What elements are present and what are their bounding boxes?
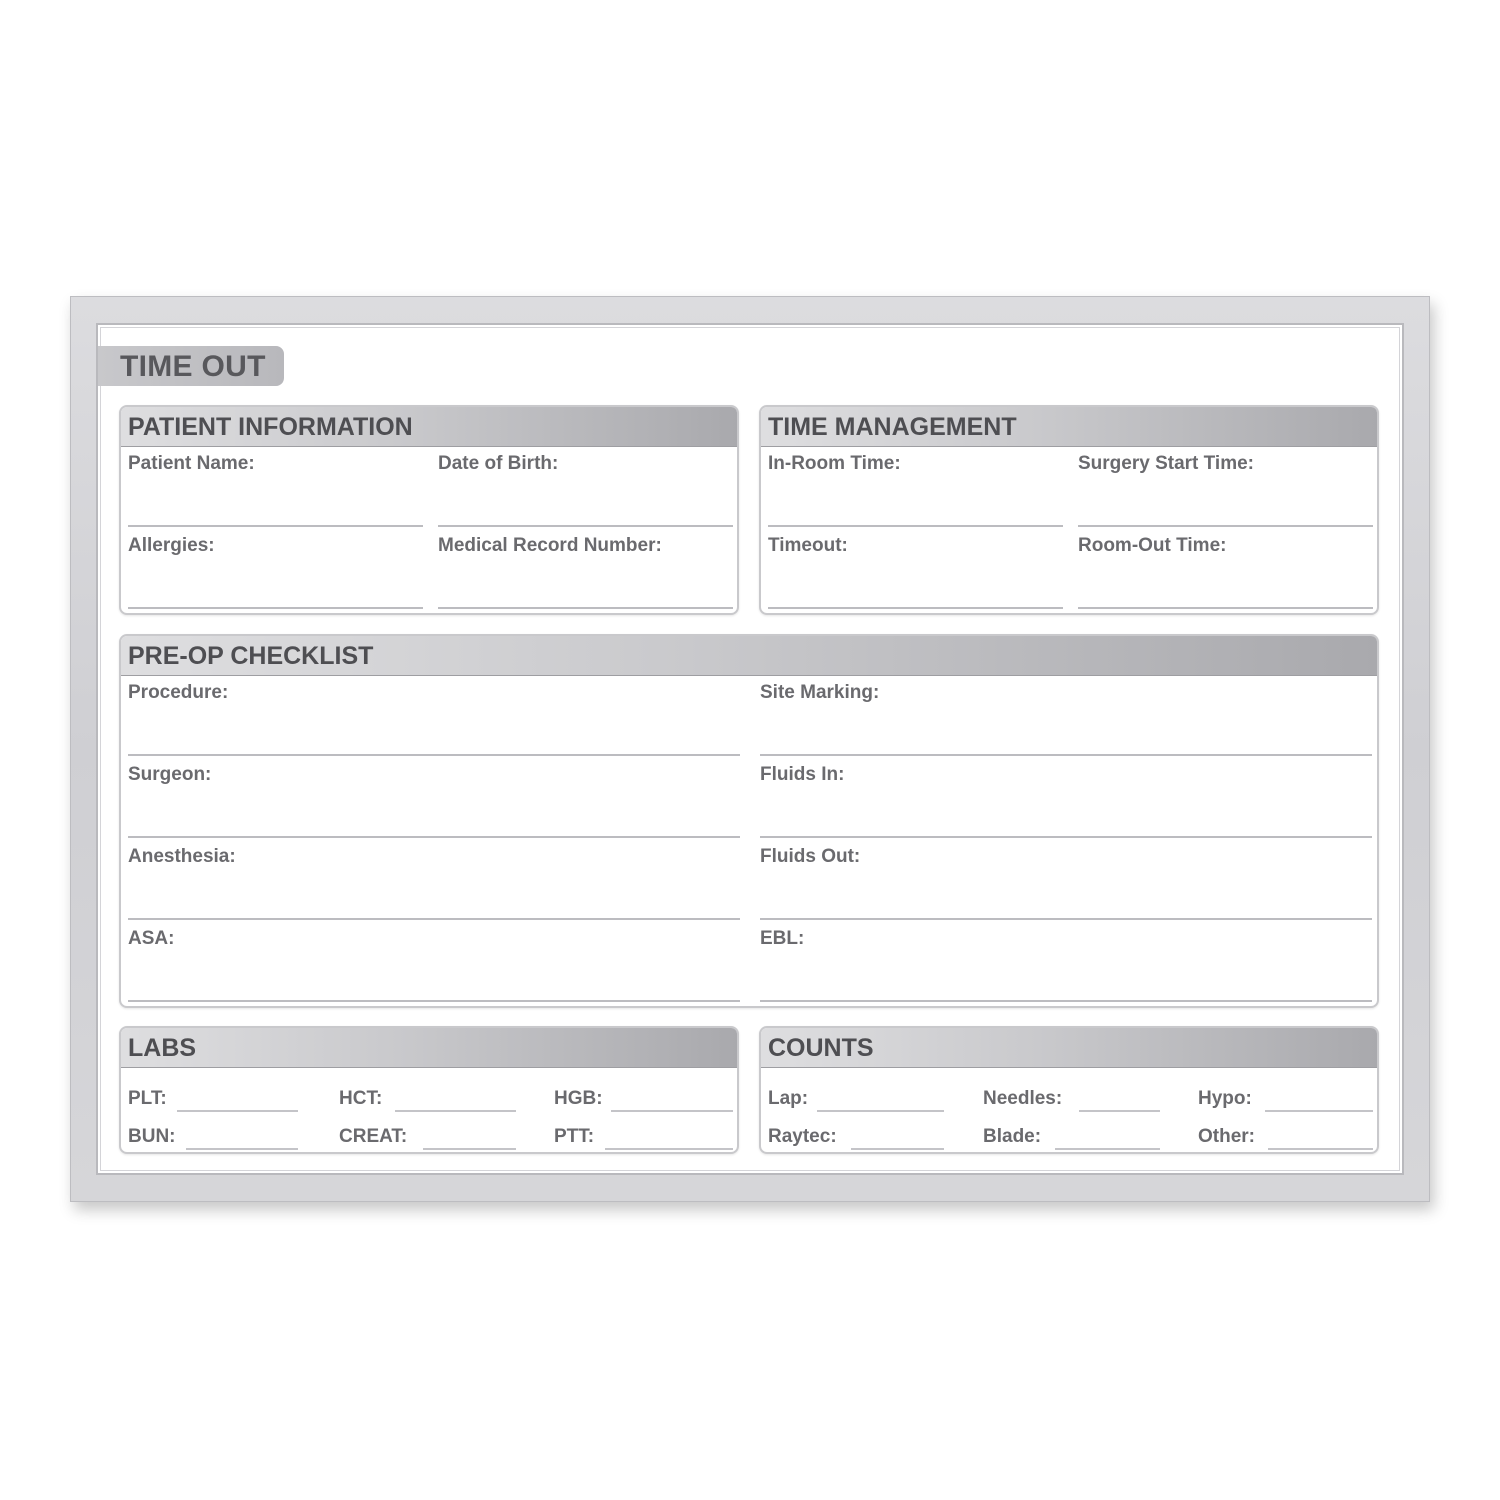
- date-of-birth-label: Date of Birth:: [438, 453, 559, 474]
- time-management-panel: [759, 405, 1379, 615]
- write-line: [438, 607, 733, 609]
- timeout-field[interactable]: [768, 535, 1063, 609]
- write-line: [186, 1148, 298, 1150]
- room-out-time-field[interactable]: [1078, 535, 1373, 609]
- write-line: [128, 607, 423, 609]
- creat-label: CREAT:: [339, 1126, 408, 1147]
- write-line: [768, 525, 1063, 527]
- date-of-birth-field[interactable]: [438, 453, 733, 527]
- labs-title: LABS: [128, 1034, 197, 1062]
- write-line: [817, 1110, 944, 1112]
- write-line: [760, 754, 1372, 756]
- creat-field[interactable]: [339, 1126, 516, 1150]
- needles-field[interactable]: [983, 1088, 1160, 1112]
- write-line: [1078, 525, 1373, 527]
- write-line: [611, 1110, 733, 1112]
- anesthesia-field[interactable]: [128, 846, 740, 920]
- medical-record-number-label: Medical Record Number:: [438, 535, 662, 556]
- write-line: [1078, 607, 1373, 609]
- patient-information-header: [121, 407, 737, 447]
- write-line: [128, 754, 740, 756]
- write-line: [851, 1148, 944, 1150]
- write-line: [1055, 1148, 1160, 1150]
- procedure-field[interactable]: [128, 682, 740, 756]
- needles-label: Needles:: [983, 1088, 1063, 1109]
- write-line: [605, 1148, 733, 1150]
- surgery-start-time-label: Surgery Start Time:: [1078, 453, 1254, 474]
- write-line: [128, 918, 740, 920]
- medical-record-number-field[interactable]: [438, 535, 733, 609]
- fluids-in-label: Fluids In:: [760, 764, 845, 785]
- lap-label: Lap:: [768, 1088, 809, 1109]
- ebl-field[interactable]: [760, 928, 1372, 1002]
- counts-panel: [759, 1026, 1379, 1154]
- counts-header: [761, 1028, 1377, 1068]
- site-marking-field[interactable]: [760, 682, 1372, 756]
- board-title-tab: [98, 346, 284, 386]
- write-line: [760, 836, 1372, 838]
- write-line: [128, 836, 740, 838]
- asa-field[interactable]: [128, 928, 740, 1002]
- pre-op-checklist-header: [121, 636, 1377, 676]
- pre-op-checklist-panel: [119, 634, 1379, 1008]
- asa-label: ASA:: [128, 928, 175, 949]
- allergies-label: Allergies:: [128, 535, 215, 556]
- other-field[interactable]: [1198, 1126, 1373, 1150]
- time-management-title: TIME MANAGEMENT: [768, 413, 1017, 441]
- ptt-label: PTT:: [554, 1126, 595, 1147]
- write-line: [128, 1000, 740, 1002]
- fluids-in-field[interactable]: [760, 764, 1372, 838]
- bun-field[interactable]: [128, 1126, 298, 1150]
- plt-field[interactable]: [128, 1088, 298, 1112]
- other-label: Other:: [1198, 1126, 1255, 1147]
- patient-information-title: PATIENT INFORMATION: [128, 413, 413, 441]
- write-line: [768, 607, 1063, 609]
- patient-information-panel: [119, 405, 739, 615]
- time-management-header: [761, 407, 1377, 447]
- counts-title: COUNTS: [768, 1034, 874, 1062]
- blade-label: Blade:: [983, 1126, 1042, 1147]
- in-room-time-label: In-Room Time:: [768, 453, 901, 474]
- surgery-start-time-field[interactable]: [1078, 453, 1373, 527]
- fluids-out-field[interactable]: [760, 846, 1372, 920]
- hgb-field[interactable]: [554, 1088, 733, 1112]
- procedure-label: Procedure:: [128, 682, 229, 703]
- patient-name-label: Patient Name:: [128, 453, 255, 474]
- lap-field[interactable]: [768, 1088, 944, 1112]
- hypo-label: Hypo:: [1198, 1088, 1252, 1109]
- hypo-field[interactable]: [1198, 1088, 1373, 1112]
- hct-field[interactable]: [339, 1088, 516, 1112]
- fluids-out-label: Fluids Out:: [760, 846, 861, 867]
- write-line: [760, 1000, 1372, 1002]
- write-line: [177, 1110, 298, 1112]
- blade-field[interactable]: [983, 1126, 1160, 1150]
- surgeon-field[interactable]: [128, 764, 740, 838]
- hgb-label: HGB:: [554, 1088, 603, 1109]
- write-line: [1268, 1148, 1373, 1150]
- ebl-label: EBL:: [760, 928, 805, 949]
- anesthesia-label: Anesthesia:: [128, 846, 236, 867]
- timeout-label: Timeout:: [768, 535, 848, 556]
- write-line: [438, 525, 733, 527]
- write-line: [423, 1148, 516, 1150]
- patient-name-field[interactable]: [128, 453, 423, 527]
- room-out-time-label: Room-Out Time:: [1078, 535, 1227, 556]
- write-line: [128, 525, 423, 527]
- labs-panel: [119, 1026, 739, 1154]
- hct-label: HCT:: [339, 1088, 383, 1109]
- plt-label: PLT:: [128, 1088, 167, 1109]
- in-room-time-field[interactable]: [768, 453, 1063, 527]
- write-line: [1079, 1110, 1160, 1112]
- board-title: TIME OUT: [120, 350, 266, 383]
- raytec-field[interactable]: [768, 1126, 944, 1150]
- write-line: [760, 918, 1372, 920]
- pre-op-checklist-title: PRE-OP CHECKLIST: [128, 642, 374, 670]
- labs-header: [121, 1028, 737, 1068]
- bun-label: BUN:: [128, 1126, 176, 1147]
- write-line: [1265, 1110, 1373, 1112]
- allergies-field[interactable]: [128, 535, 423, 609]
- write-line: [395, 1110, 516, 1112]
- raytec-label: Raytec:: [768, 1126, 837, 1147]
- surgeon-label: Surgeon:: [128, 764, 212, 785]
- site-marking-label: Site Marking:: [760, 682, 880, 703]
- ptt-field[interactable]: [554, 1126, 733, 1150]
